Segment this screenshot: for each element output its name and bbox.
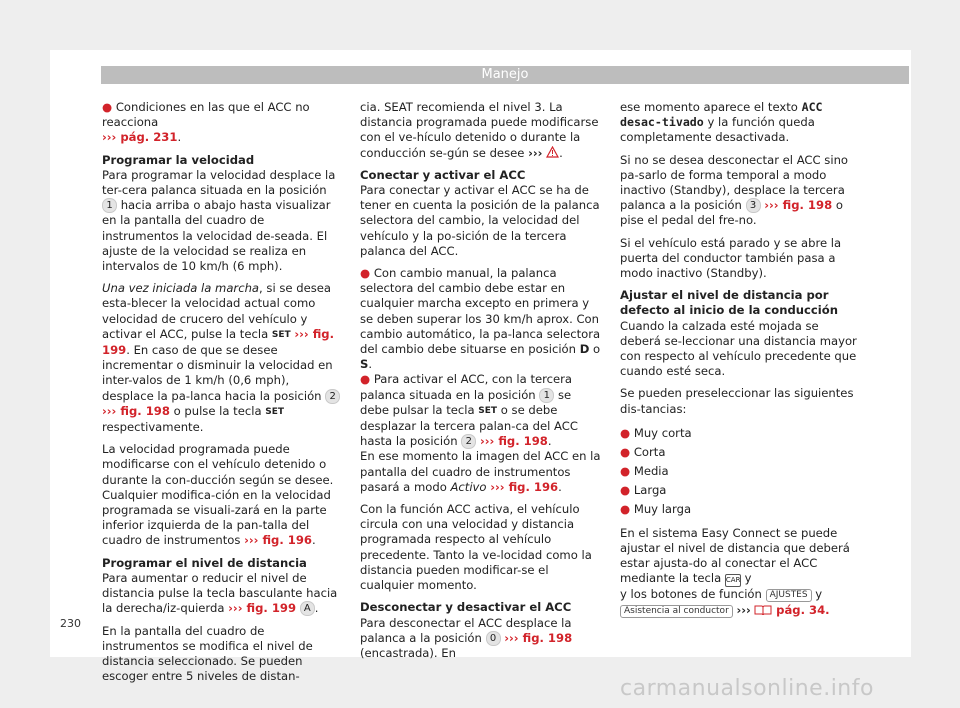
paragraph: La velocidad programada puede modificarse con el vehículo detenido o durante la con-ducción según se desee. Cualquier modifica-ción en la velocidad programada se visuali-zará en la parte inferior izquierda de la pan-talla del cuadro de instrumentos ››› fig. 196.	[102, 442, 334, 548]
figure-link[interactable]: ››› fig. 198	[479, 434, 548, 449]
bullet-icon: ●	[102, 100, 113, 114]
paragraph: Con la función ACC activa, el vehículo circula con una velocidad y distancia programada respecto al vehículo precedente. Tanto la ve-locidad como la distancia pueden modificar-se el cualquier momento.	[360, 502, 592, 593]
bullet-icon: ●	[360, 372, 371, 387]
figure-link[interactable]: ››› fig. 198	[504, 630, 573, 645]
paragraph: En el sistema Easy Connect se puede ajustar el nivel de distancia que deberá estar ajusta-do al conectar el ACC mediante la tecla CAR y y los botones de función AJUSTES y Asistencia al conductor ››› pág. 34.	[620, 525, 850, 617]
list-item: ● Muy larga	[620, 501, 692, 516]
section-heading: Programar la velocidad	[102, 152, 255, 167]
paragraph: cia. SEAT recomienda el nivel 3. La distancia programada puede modificarse con el ve-hículo detenido o durante la conducción se-gún se desee ››› .	[360, 100, 599, 160]
ajustes-key[interactable]: AJUSTES	[766, 589, 812, 602]
bullet-icon: ●	[620, 482, 631, 497]
set-key-icon: SET	[478, 405, 498, 416]
paragraph: En la pantalla del cuadro de instrumentos se modifica el nivel de distancia seleccionado. Se pueden escoger entre 5 niveles de distan-	[102, 623, 313, 684]
figure-link[interactable]: ››› fig. 196	[490, 479, 559, 494]
paragraph: ese momento aparece el texto ACC desac-tivado y la función queda completamente desactivada.	[620, 100, 823, 145]
section-heading: Conectar y activar el ACC	[360, 167, 526, 182]
section-heading: Ajustar el nivel de distancia por defecto al inicio de la conducción	[620, 288, 838, 318]
asistencia-key[interactable]: Asistencia al conductor	[620, 605, 733, 618]
paragraph: Para aumentar o reducir el nivel de distancia pulse la tecla basculante hacia la derecha/iz-quierda ››› fig. 199 A .	[102, 570, 338, 616]
column-3	[620, 100, 862, 618]
column-2	[360, 100, 602, 661]
figure-link[interactable]: ››› fig. 199	[102, 326, 334, 358]
position-marker: 1	[539, 388, 554, 403]
paragraph: ● Con cambio manual, la palanca selectora del cambio debe estar en cualquier marcha excepto en primera y se deben superar los 30 km/h aprox. Con cambio automático, la pa-lanca selectora del cambio debe situarse en posición D o S. ● Para activar el ACC, con la tercera palanca situada en la posición 1 se debe pulsar la tecla SET o se debe desplazar la tercera palan-ca del ACC hasta la posición 2 ››› fig. 198. En ese momento la imagen del ACC en la pantalla del cuadro de instrumentos pasará a modo Activo ››› fig. 196.	[360, 266, 601, 494]
section-heading: Programar el nivel de distancia	[102, 555, 307, 570]
paragraph: Si no se desea desconectar el ACC sino pa-sarlo de forma temporal a modo inactivo (Standby), desplace la tercera palanca a la posición 3 ››› fig. 198 o pise el pedal del fre-no.	[620, 152, 849, 228]
list-item: ● Corta	[620, 444, 666, 459]
header-bar	[101, 66, 909, 84]
paragraph: Se pueden preseleccionar las siguientes dis-tancias:	[620, 386, 854, 416]
paragraph: Para desconectar el ACC desplace la palanca a la posición 0 ››› fig. 198 (encastrada). En	[360, 615, 573, 660]
paragraph: Una vez iniciada la marcha, si se desea esta-blecer la velocidad actual como velocidad de crucero del vehículo y activar el ACC, pulse la tecla SET ››› fig. 199. En caso de que se desee incrementar o disminuir la velocidad en inter-valos de 1 km/h (0,6 mph), desplace la pa-lanca hacia la posición 2 ››› fig. 198 o pulse la tecla SET respectivamente.	[102, 281, 344, 435]
paragraph: Cuando la calzada esté mojada se deberá se-leccionar una distancia mayor con respecto al vehículo precedente que cuando esté seca.	[620, 318, 857, 379]
figure-link[interactable]: ››› fig. 198	[764, 198, 833, 213]
page-number: 230	[60, 617, 81, 630]
set-key-icon: SET	[265, 406, 285, 417]
figure-link[interactable]: ››› fig. 196	[244, 533, 312, 548]
watermark: carmanualsonline.info	[620, 676, 874, 701]
list-item: ● Media	[620, 463, 669, 478]
paragraph: ● Condiciones en las que el ACC no reacciona ››› pág. 231.	[102, 100, 310, 145]
page-link[interactable]: pág. 34.	[776, 602, 830, 617]
bullet-icon: ●	[620, 425, 631, 440]
manual-page	[50, 50, 911, 684]
book-reference-icon[interactable]	[754, 604, 772, 615]
figure-link[interactable]: ››› fig. 198	[102, 403, 170, 418]
callout-marker: A	[300, 601, 315, 616]
list-item: ● Larga	[620, 482, 667, 497]
position-marker: 0	[486, 631, 501, 646]
distance-list	[620, 424, 862, 519]
position-marker: 2	[325, 389, 340, 404]
bullet-icon: ●	[620, 501, 631, 516]
page-title: Manejo	[481, 67, 529, 82]
figure-link[interactable]: ››› fig. 199	[228, 601, 297, 616]
bullet-icon: ●	[620, 463, 631, 478]
column-1	[102, 100, 344, 684]
page-link[interactable]: ››› pág. 231	[102, 130, 178, 145]
bullet-icon: ●	[360, 266, 371, 281]
position-marker: 1	[102, 198, 117, 213]
paragraph: Si el vehículo está parado y se abre la puerta del conductor también pasa a modo inactivo (Standby).	[620, 235, 842, 281]
position-marker: 3	[746, 198, 761, 213]
warning-icon[interactable]	[546, 146, 559, 158]
paragraph: Para programar la velocidad desplace la ter-cera palanca situada en la posición 1 hacia arriba o abajo hasta visualizar en la pantalla del cuadro de instrumentos la velocidad de-seada. El ajuste de la velocidad se realiza en intervalos de 10 km/h (6 mph).	[102, 167, 336, 274]
bullet-icon: ●	[620, 444, 631, 459]
set-key-icon: SET	[271, 329, 291, 340]
position-marker: 2	[461, 434, 476, 449]
paragraph: Para conectar y activar el ACC se ha de tener en cuenta la posición de la palanca selectora del cambio, la velocidad del vehículo y la po-sición de la tercera palanca del ACC.	[360, 183, 600, 258]
car-key-icon: CAR	[725, 574, 741, 587]
section-heading: Desconectar y desactivar el ACC	[360, 600, 572, 615]
display-text: ACC desac-tivado	[620, 100, 823, 130]
list-item: ● Muy corta	[620, 425, 692, 440]
